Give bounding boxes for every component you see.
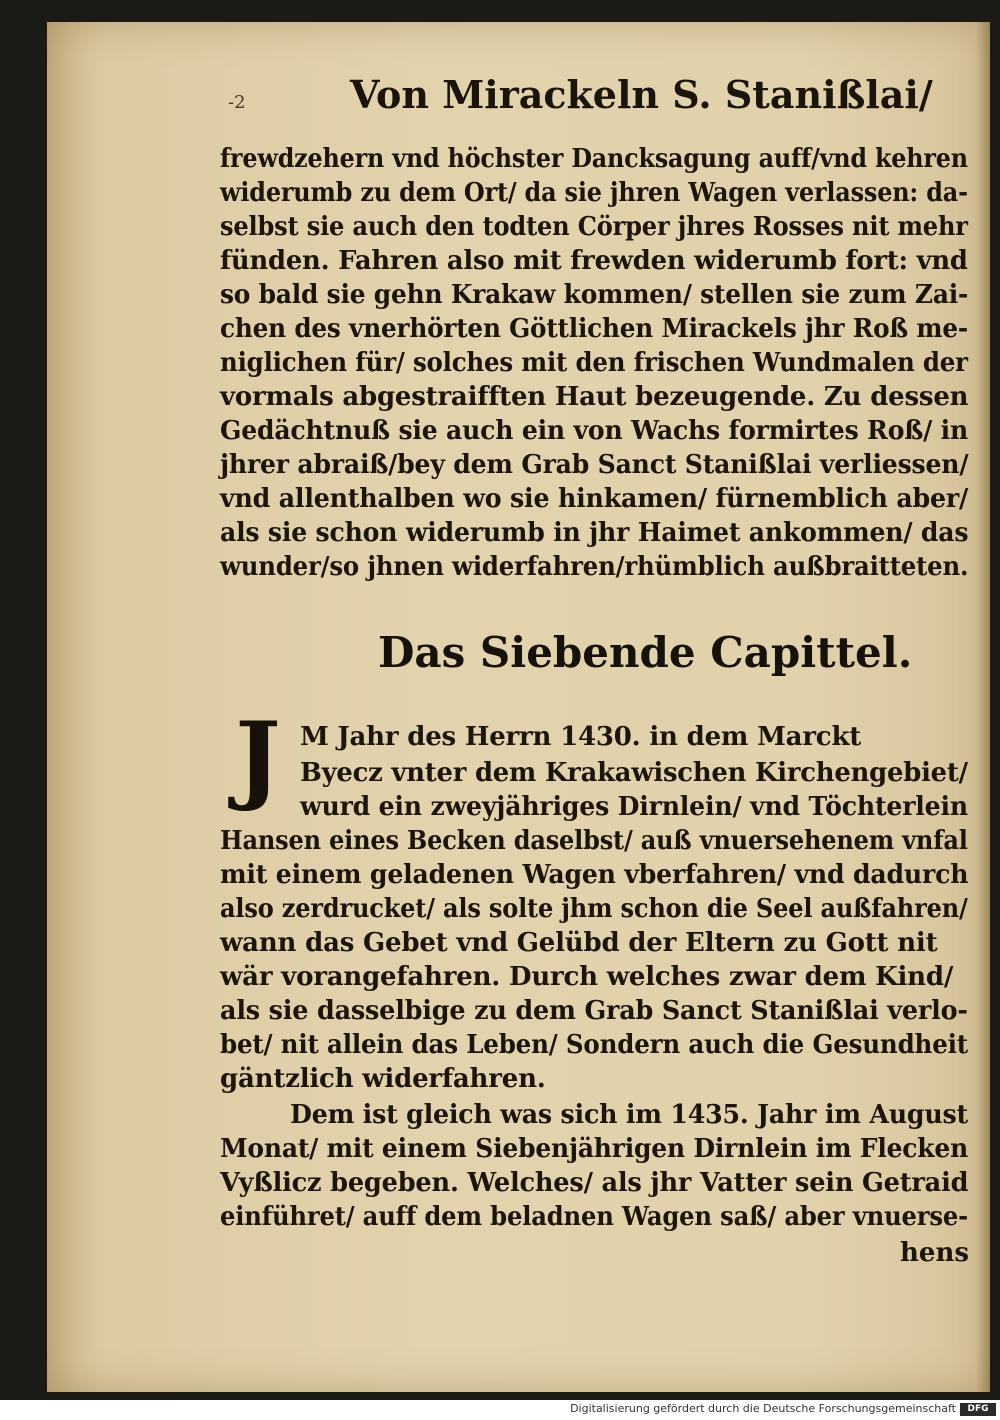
paragraph1-line: jhrer abraiß/bey dem Grab Sanct Stanißlai verliessen/	[220, 450, 969, 480]
paragraph2-line: Byecz vnter dem Krakawischen Kirchengebiet/	[300, 758, 968, 788]
paragraph3-line: Vyßlicz begeben. Welches/ als jhr Vatter sein Getraid	[220, 1168, 969, 1198]
paragraph1-line: chen des vnerhörten Göttlichen Mirackels jhr Roß me-	[220, 314, 968, 344]
paragraph2-line: gäntzlich widerfahren.	[220, 1064, 546, 1094]
chapter-heading: Das Siebende Capittel.	[378, 628, 913, 677]
paragraph1-line: wunder/so jhnen widerfahren/rhümblich außbraitteten.	[220, 552, 969, 582]
catchword: hens	[900, 1238, 969, 1268]
paragraph2-line: bet/ nit allein das Leben/ Sondern auch die Gesundheit	[220, 1030, 968, 1060]
paragraph2-line: wurd ein zweyjähriges Dirnlein/ vnd Töchterlein	[300, 792, 968, 822]
paragraph3-line: Dem ist gleich was sich im 1435. Jahr im August	[290, 1100, 969, 1130]
paragraph1-line: vnd allenthalben wo sie hinkamen/ fürnemblich aber/	[220, 484, 969, 514]
paragraph2-line: als sie dasselbige zu dem Grab Sanct Stanißlai verlo-	[220, 996, 968, 1026]
paragraph2-line: wär vorangefahren. Durch welches zwar dem Kind/	[220, 962, 954, 992]
paragraph1-line: frewdzehern vnd höchster Dancksagung auff/vnd kehren	[220, 144, 968, 174]
paragraph1-line: vormals abgestraifften Haut bezeugende. Zu dessen	[220, 382, 969, 412]
paragraph2-line: also zerdrucket/ als solte jhm schon die Seel außfahren/	[220, 894, 968, 924]
paragraph1-line: selbst sie auch den todten Cörper jhres Rosses nit mehr	[220, 212, 968, 242]
paragraph3-line: einführet/ auff dem beladnen Wagen saß/ aber vnuerse-	[220, 1202, 968, 1232]
paragraph3-line: Monat/ mit einem Siebenjährigen Dirnlein im Flecken	[220, 1134, 969, 1164]
dfg-logo: DFG	[960, 1403, 996, 1416]
paragraph1-line: als sie schon widerumb in jhr Haimet ankommen/ das	[220, 518, 969, 548]
paragraph1-line: fünden. Fahren also mit frewden widerumb fort: vnd	[220, 246, 968, 276]
footer-bar	[0, 1400, 1000, 1420]
paragraph2-line: M Jahr des Herrn 1430. in dem Marckt	[300, 722, 862, 752]
page-gutter-shadow	[976, 22, 990, 1392]
decorated-initial: J	[235, 701, 281, 814]
paragraph2-line: Hansen eines Becken daselbst/ auß vnuersehenem vnfal	[220, 826, 968, 856]
paragraph1-line: niglichen für/ solches mit den frischen Wundmalen der	[220, 348, 968, 378]
paragraph2-line: wann das Gebet vnd Gelübd der Eltern zu Gott nit	[220, 928, 938, 958]
paragraph2-line: mit einem geladenen Wagen vberfahren/ vnd dadurch	[220, 860, 969, 890]
marginal-mark: -2	[228, 92, 246, 113]
paragraph1-line: widerumb zu dem Ort/ da sie jhren Wagen verlassen: da-	[220, 178, 968, 208]
paragraph1-line: Gedächtnuß sie auch ein von Wachs formirtes Roß/ in	[220, 416, 969, 446]
running-title: Von Mirackeln S. Stanißlai/	[350, 72, 933, 117]
paragraph1-line: so bald sie gehn Krakaw kommen/ stellen sie zum Zai-	[220, 280, 969, 310]
digitization-credit: Digitalisierung gefördert durch die Deutsche Forschungsgemeinschaft	[570, 1402, 956, 1415]
